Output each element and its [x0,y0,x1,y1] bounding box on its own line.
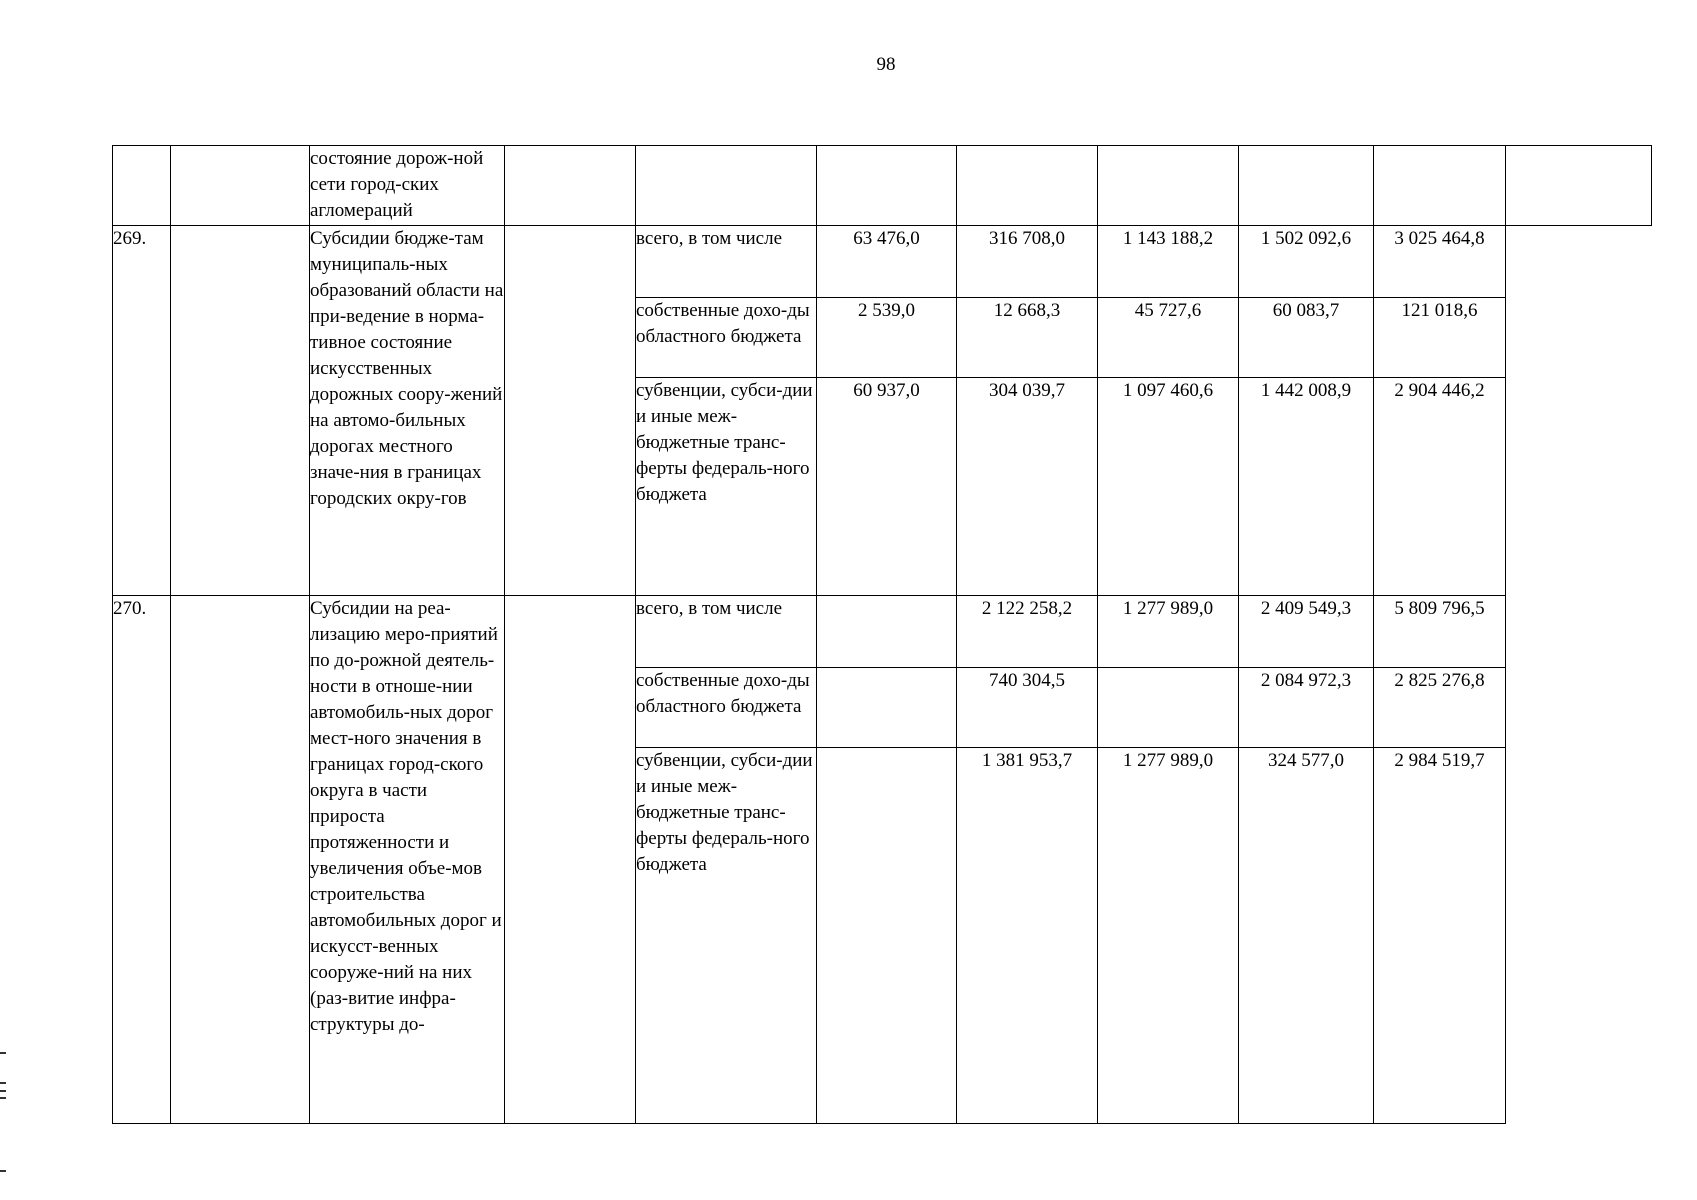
value-cell: 1 442 008,9 [1239,378,1374,596]
value-cell: 121 018,6 [1374,298,1506,378]
value-cell: 12 668,3 [957,298,1098,378]
value-cell [817,596,957,668]
page-number: 98 [876,54,896,75]
measure-name-cell: Субсидии на реа-лизацию меро-приятий по до-рожной деятель-ности в отноше-нии автомобиль-ных дорог мест-ного значения в границах город-ского округа в части прироста протяженности и увеличения объе-мов строительства автомобильных дорог и искусст-венных сооруже-ний на них (раз-витие инфра-структуры до- [310,596,505,1124]
value-cell [817,668,957,748]
funding-source-cell: субвенции, субси-дии и иные меж-бюджетные транс-ферты федераль-ного бюджета [636,378,817,596]
value-cell: 2 122 258,2 [957,596,1098,668]
scan-edge-mark [0,1170,6,1172]
value-cell: 740 304,5 [957,668,1098,748]
value-cell: 3 025 464,8 [1374,226,1506,298]
funding-source-cell: субвенции, субси-дии и иные меж-бюджетные транс-ферты федераль-ного бюджета [636,748,817,1124]
table-row [113,226,1652,298]
value-cell: 1 143 188,2 [1098,226,1239,298]
value-cell: 2 825 276,8 [1374,668,1506,748]
value-cell: 45 727,6 [1098,298,1239,378]
value-cell: 63 476,0 [817,226,957,298]
table-row [113,596,1652,668]
row-index-cell: 270. [113,596,171,1124]
table-row-continued [113,146,1652,226]
value-cell: 60 937,0 [817,378,957,596]
value-cell: 2 409 549,3 [1239,596,1374,668]
scan-edge-mark [0,1082,6,1084]
scan-edge-mark [0,1097,6,1099]
value-cell: 2 084 972,3 [1239,668,1374,748]
scan-edge-mark [0,1090,6,1092]
funding-source-cell: всего, в том числе [636,596,817,668]
value-cell [1098,668,1239,748]
value-cell: 2 539,0 [817,298,957,378]
value-cell: 1 277 989,0 [1098,748,1239,1124]
value-cell: 60 083,7 [1239,298,1374,378]
funding-source-cell: собственные дохо-ды областного бюджета [636,668,817,748]
value-cell: 304 039,7 [957,378,1098,596]
value-cell: 5 809 796,5 [1374,596,1506,668]
value-cell: 316 708,0 [957,226,1098,298]
value-cell: 1 381 953,7 [957,748,1098,1124]
funding-source-cell: всего, в том числе [636,226,817,298]
value-cell: 324 577,0 [1239,748,1374,1124]
value-cell: 1 097 460,6 [1098,378,1239,596]
value-cell [817,748,957,1124]
value-cell: 1 277 989,0 [1098,596,1239,668]
funding-source-cell: собственные дохо-ды областного бюджета [636,298,817,378]
value-cell: 2 904 446,2 [1374,378,1506,596]
measure-name-cell: состояние дорож-ной сети город-ских агломераций [310,146,505,226]
measure-name-cell: Субсидии бюдже-там муниципаль-ных образований области на при-ведение в норма-тивное состояние искусственных дорожных соору-жений на автомо-бильных дорогах местного значе-ния в границах городских окру-гов [310,226,505,596]
scan-edge-mark [0,1052,6,1054]
budget-table [112,145,1652,1124]
row-index-cell: 269. [113,226,171,596]
value-cell: 2 984 519,7 [1374,748,1506,1124]
value-cell: 1 502 092,6 [1239,226,1374,298]
